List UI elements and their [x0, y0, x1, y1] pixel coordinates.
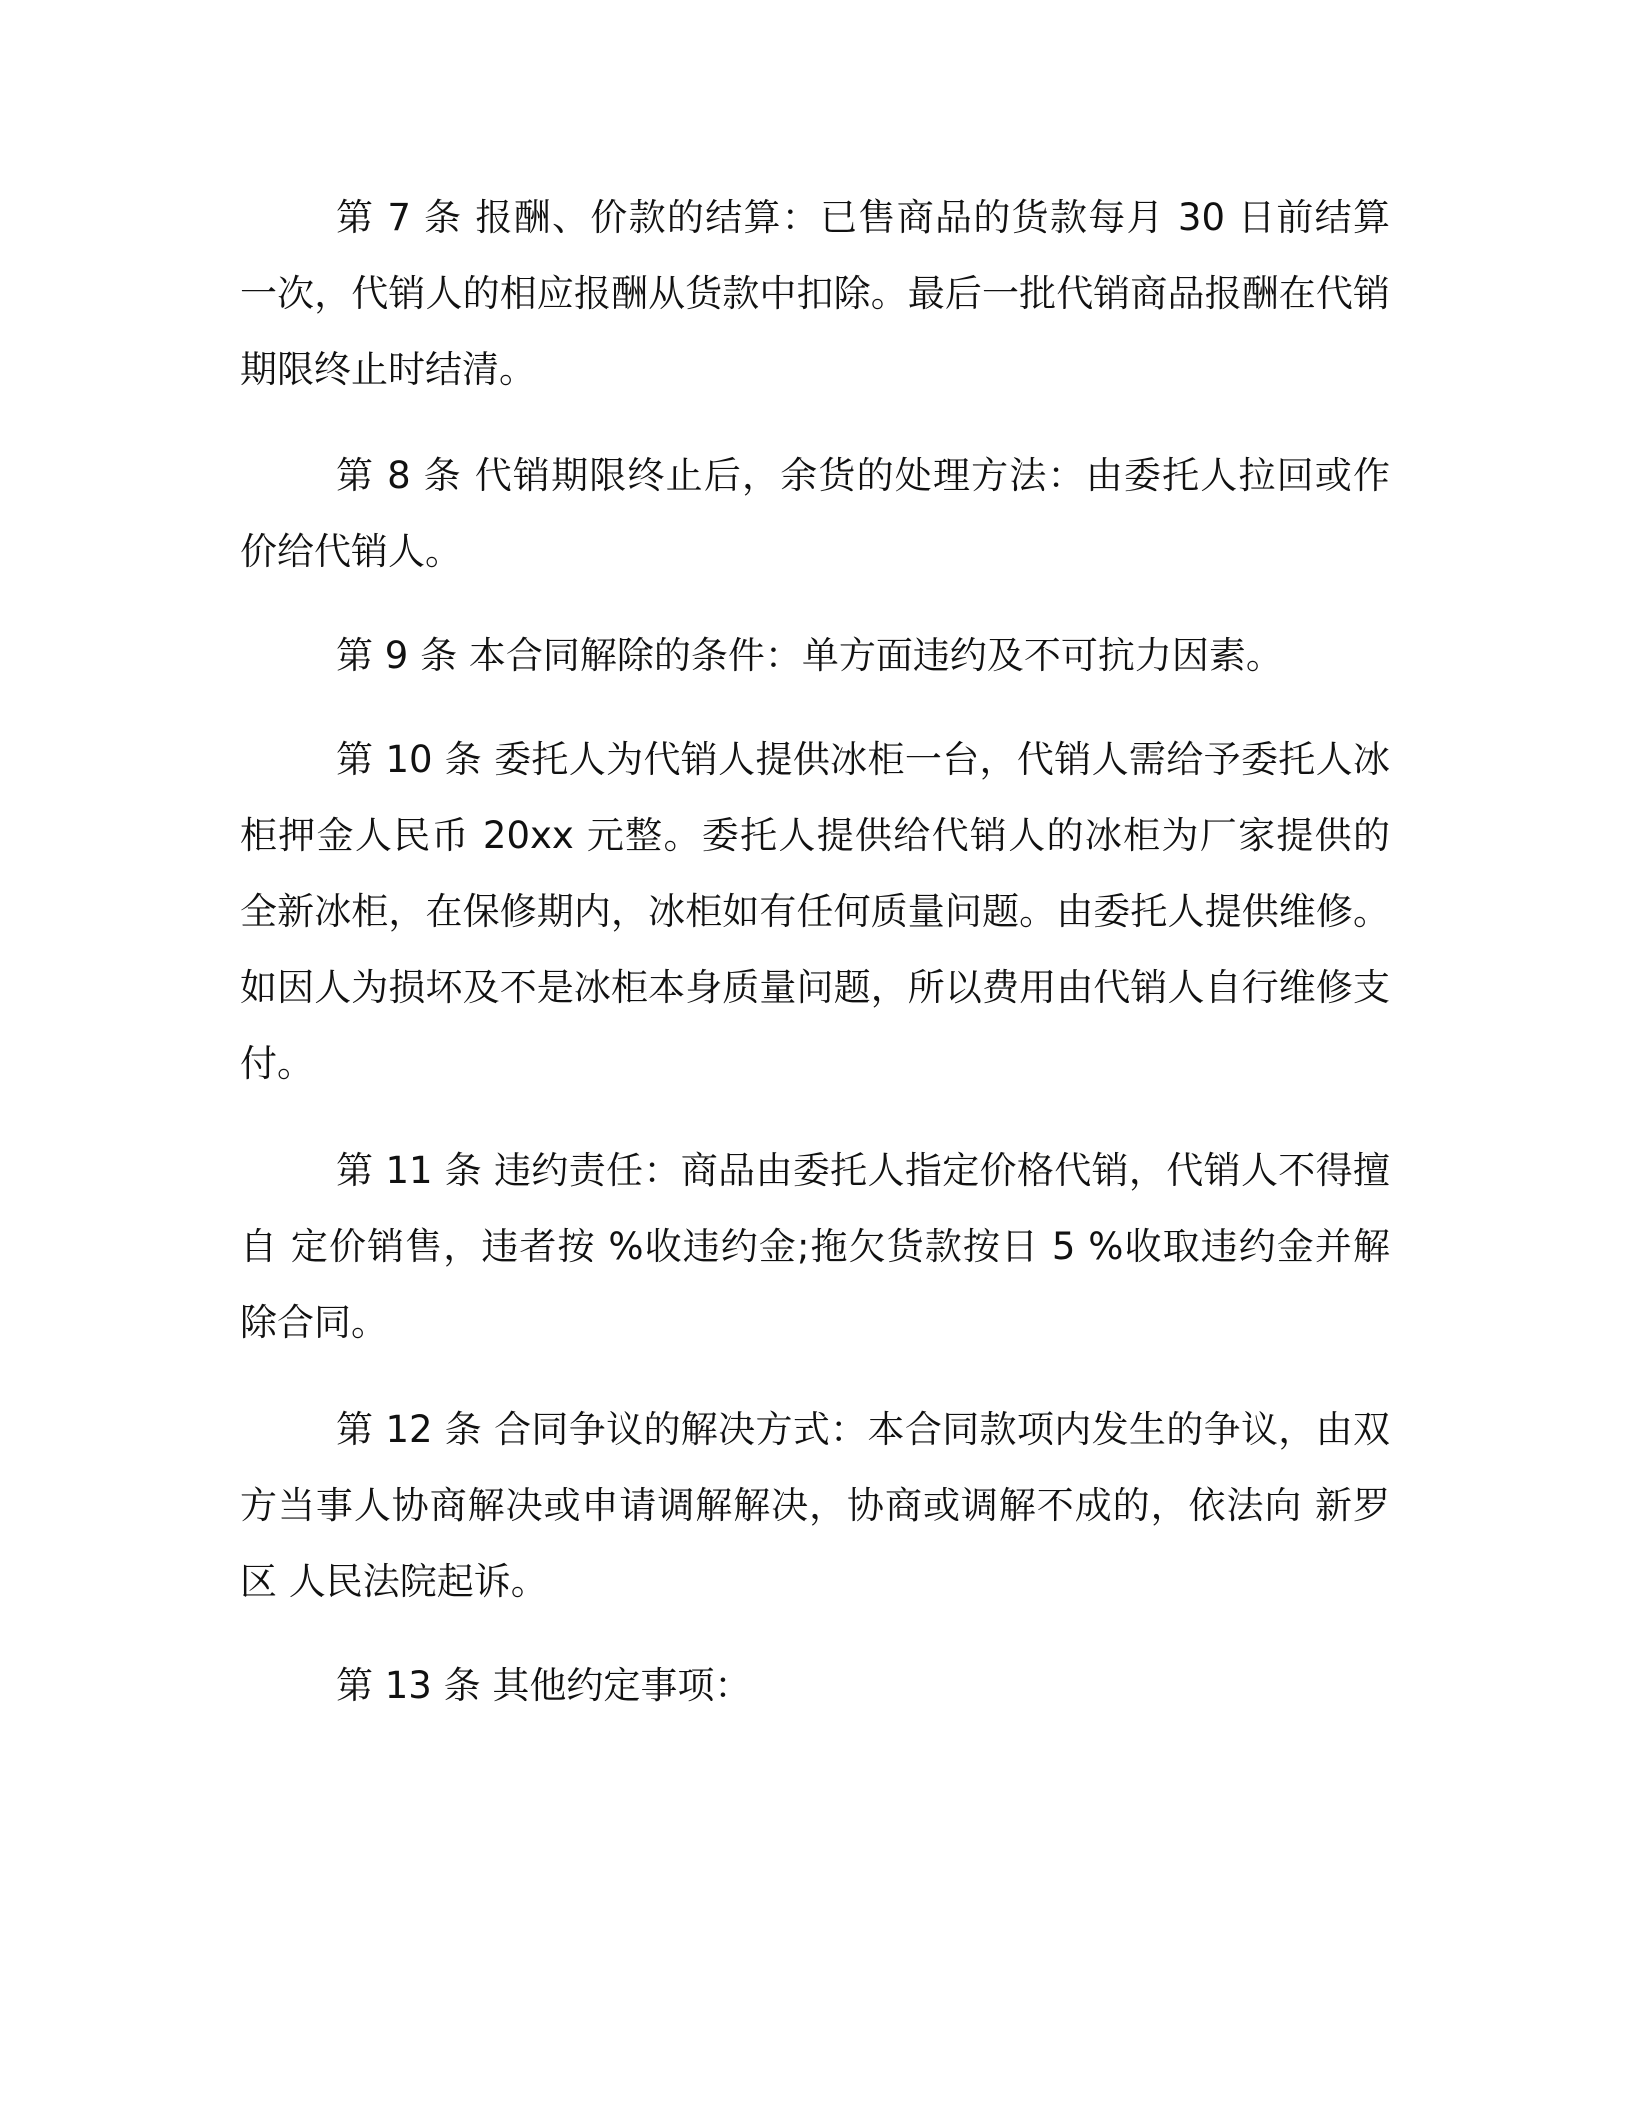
clause-7: 第 7 条 报酬、价款的结算：已售商品的货款每月 30 日前结算一次，代销人的相应报酬从货款中扣除。最后一批代销商品报酬在代销期限终止时结清。	[240, 196, 1390, 391]
clause-12: 第 12 条 合同争议的解决方式：本合同款项内发生的争议，由双方当事人协商解决或申请调解解决，协商或调解不成的，依法向 新罗区 人民法院起诉。	[240, 1408, 1390, 1603]
clause-13: 第 13 条 其他约定事项：	[336, 1664, 752, 1707]
clause-10: 第 10 条 委托人为代销人提供冰柜一台，代销人需给予委托人冰柜押金人民币 20xx 元整。委托人提供给代销人的冰柜为厂家提供的全新冰柜，在保修期内，冰柜如有任何质量问题。由委托人提供维修。如因人为损坏及不是冰柜本身质量问题，所以费用由代销人自行维修支付。	[240, 738, 1390, 1085]
clause-8: 第 8 条 代销期限终止后，余货的处理方法：由委托人拉回或作价给代销人。	[240, 454, 1390, 573]
clause-11: 第 11 条 违约责任：商品由委托人指定价格代销，代销人不得擅自 定价销售，违者按 %收违约金;拖欠货款按日 5 %收取违约金并解除合同。	[240, 1149, 1390, 1344]
clause-9: 第 9 条 本合同解除的条件：单方面违约及不可抗力因素。	[336, 634, 1283, 677]
